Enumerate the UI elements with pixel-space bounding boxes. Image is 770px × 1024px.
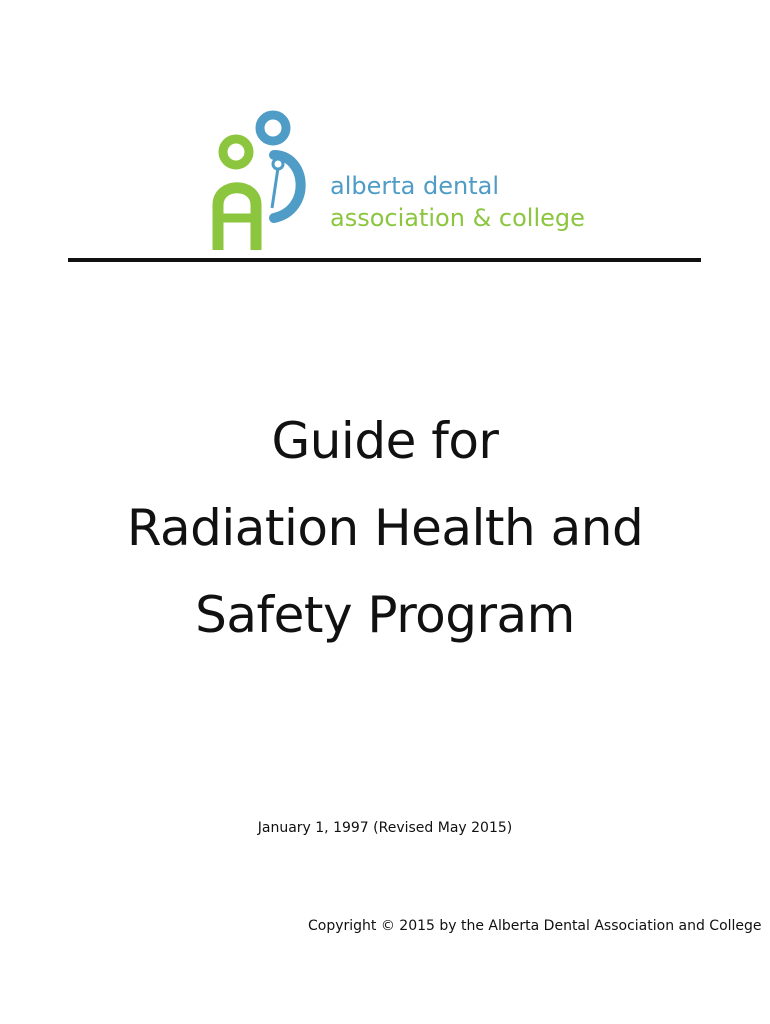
- header-divider: [68, 258, 701, 262]
- green-head-icon: [223, 139, 249, 165]
- blue-bowl-icon: [274, 155, 301, 218]
- logo-line-2: association & college: [330, 204, 585, 232]
- revision-date: January 1, 1997 (Revised May 2015): [257, 820, 513, 836]
- association-logo: [212, 110, 585, 255]
- adac-logo-mark-icon: [212, 110, 312, 255]
- title-line-2: Radiation Health and: [126, 499, 644, 557]
- mirror-head-icon: [273, 159, 283, 169]
- blue-head-icon: [260, 115, 286, 141]
- logo-line-1: alberta dental: [330, 172, 499, 200]
- logo-wordmark: [330, 170, 585, 234]
- title-line-3: Safety Program: [195, 586, 575, 644]
- mirror-handle-icon: [272, 168, 278, 208]
- document-title: [0, 398, 770, 659]
- title-line-1: Guide for: [271, 412, 499, 470]
- copyright-notice: Copyright © 2015 by the Alberta Dental Association and College: [308, 918, 762, 934]
